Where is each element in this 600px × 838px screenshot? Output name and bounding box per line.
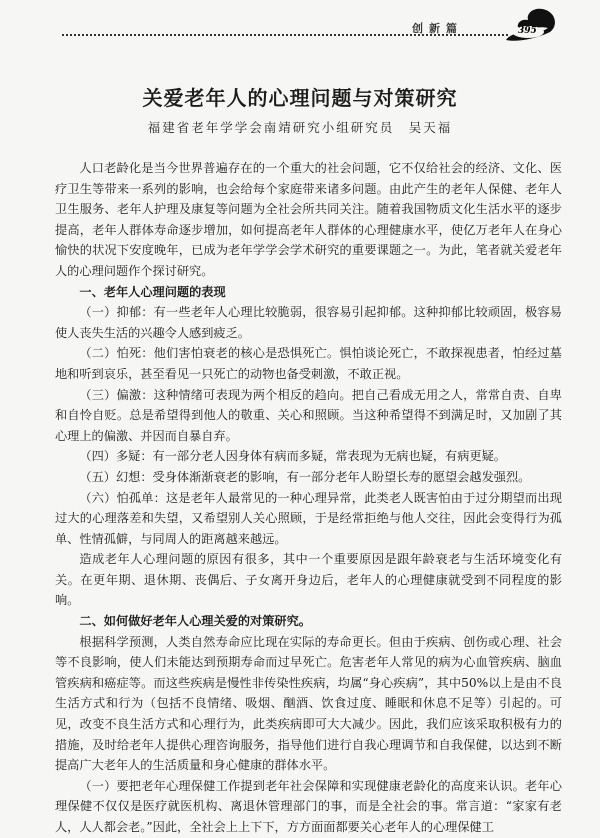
section2-paragraph-2: （一）要把老年心理保健工作提到老年社会保障和实现健康老龄化的高度来认识。老年心理保健不仅仅是医疗就医机构、离退休管理部门的事，而是全社会的事。常言道：“家家有老人，人人都会老。”因此，全社会上上下下，方方面面都要关心老年人的心理保健工 (55, 778, 562, 834)
list-item-fantasy: （五）幻想：受身体渐渐衰老的影响，有一部分老年人盼望长寿的愿望会越发强烈。 (79, 469, 531, 484)
author-byline: 福建省老年学学会南靖研究小组研究员 吴天福 (147, 120, 453, 135)
swirl-badge-icon (500, 4, 562, 46)
running-header (0, 0, 600, 48)
article-body (55, 158, 562, 838)
article-title: 关爱老年人的心理问题与对策研究 (142, 86, 458, 110)
list-item-extremism: （三）偏激：这种情绪可表现为两个相反的趋向。把自己看成无用之人，常常自责、自卑和自怜自贬。总是希望得到他人的敬重、关心和照顾。当这种希望得不到满足时，又加剧了其心理上的偏激、并因而自暴自弃。 (55, 387, 562, 443)
section-label: 创新篇 (412, 22, 463, 35)
list-item-loneliness: （六）怕孤单：这是老年人最常见的一种心理异常，此类老人既害怕由于过分期望而出现过大的心理落差和失望，又希望别人关心照顾，于是经常拒绝与他人交往，因此会变得行为孤单、性情孤僻，与同周人的距离越来越远。 (55, 490, 562, 546)
list-item-suspicion: （四）多疑：有一部分老人因身体有病而多疑，常表现为无病也疑，有病更疑。 (79, 449, 506, 464)
page-number: 395 (518, 26, 537, 36)
page-number-badge (500, 4, 562, 46)
section2-paragraph-1: 根据科学预测，人类自然寿命应比现在实际的寿命更长。但由于疾病、创伤或心理、社会等不良影响，使人们未能达到预期寿命而过早死亡。危害老年人常见的病为心血管疾病、脑血管疾病和癌症等。而这些疾病是慢性非传染性疾病，均属“身心疾病”，其中50%以上是由不良生活方式和行为（包括不良情绪、吸烟、酗酒、饮食过度、睡眠和休息不足等）引起的。可见，改变不良生活方式和心理行为，此类疾病即可大大减少。因此，我们应该采取积极有力的措施，及时给老年人提供心理咨询服务，指导他们进行自我心理调节和自我保健，以达到不断提高广大老年人的生活质量和身心健康的群体水平。 (55, 634, 562, 773)
list-item-fear-of-death: （二）怕死：他们害怕衰老的核心是恐惧死亡。惧怕谈论死亡，不敢探视患者，怕经过墓地和听到哀乐，甚至看见一只死亡的动物也备受刺激，不敢正视。 (55, 346, 562, 381)
section1-summary-paragraph: 造成老年人心理问题的原因有很多，其中一个重要原因是跟年龄衰老与生活环境变化有关。在更年期、退休期、丧偶后、子女离开身边后，老年人的心理健康就受到不同程度的影响。 (55, 552, 562, 608)
list-item-depression: （一）抑郁：有一些老年人心理比较脆弱，很容易引起抑郁。这种抑郁比较顽固，极容易使人丧失生活的兴趣令人感到疲乏。 (55, 305, 562, 340)
section-heading-1: 一、老年人心理问题的表现 (79, 284, 226, 299)
section-heading-2: 二、如何做好老年人心理关爱的对策研究。 (79, 614, 311, 629)
intro-paragraph: 人口老龄化是当今世界普遍存在的一个重大的社会问题，它不仅给社会的经济、文化、医疗卫生等带来一系列的影响，也会给每个家庭带来诸多问题。由此产生的老年人保健、老年人卫生服务、老年人护理及康复等问题为全社会所共同关注。随着我国物质文化生活水平的逐步提高，老年人群体寿命逐步增加，如何提高老年人群体的心理健康水平，使亿万老年人在身心愉快的状况下安度晚年，已成为老年学学会学术研究的重要课题之一。为此，笔者就关爱老年人的心理问题作个探讨研究。 (55, 161, 562, 278)
